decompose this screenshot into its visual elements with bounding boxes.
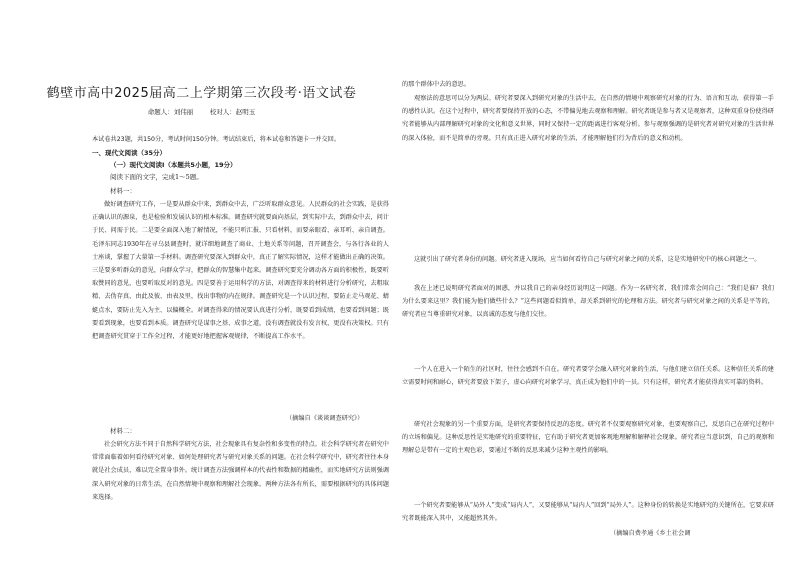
paragraph-2: 这就引出了研究者身份的问题。研究者进入现场，应当如何看待自己与研究对象之间的关系，这是实地研究中的核心问题之一。: [414, 256, 761, 263]
continued-line: 的那个群体中去的意思。: [402, 81, 471, 88]
page-title: 鹤壁市高中2025届高二上学期第三次段考·语文试卷: [46, 86, 357, 101]
paragraph-1: 观察法的意思可以分为两层。研究者要深入到研究对象的生活中去，在自然的情境中观察研究对象的行为、语言和互动，获得第一手的感性认识。在这个过程中，研究者要保持开放的心态，不带偏见地去观察和理解。研究者既是参与者又是观察者，这种双重身份使得研究者能够从内部理解研究对象的文化和意义世界，同时又保持一定的距离进行客观分析。参与观察强调的是研究者对研究对象的生活世界的深入体验，而不是简单的旁观。只有真正进入研究对象的生活，才能理解他们行为背后的意义和动机。: [402, 95, 774, 142]
material2-label: 材料二：: [110, 427, 136, 435]
paragraph-5: 研究社会现象的另一个重要方面，是研究者要保持反思的态度。研究者不仅要观察研究对象，也要观察自己，反思自己在研究过程中的立场和偏见。这种反思性是实地研究的重要特征，它有助于研究者更加客观地理解和解释社会现象。研究者应当意识到，自己的观察和理解总是带有一定的主观色彩，要通过不断的反思来减少这种主观性的影响。: [402, 421, 774, 455]
right-column: [402, 0, 777, 561]
exam-instructions: 本试卷共23题，共150分，考试时间150分钟。考试结束后，将本试卷和答题卡一并交回。: [92, 136, 341, 143]
material1-text: 做好调查研究工作，一是要从群众中来，到群众中去，广泛听取群众意见。人民群众的社会实践，是获得正确认识的源泉，也是检验和发展认识的根本标准。调查研究就要面向基层，到实际中去，到群众中去，问计于民、问需于民。二是要全面深入地了解情况，不能只听汇报、只看材料，而要亲眼看、亲耳听、亲自调查。毛泽东同志1930年在寻乌县调查时，就详细地调查了商业、土地关系等问题，召开调查会，与各行各业的人士座谈，掌握了大量第一手材料。调查研究要深入到群众中，真正了解实际情况，这样才能做出正确的决策。三是要多听群众的意见，向群众学习，把群众的智慧集中起来。调查研究要充分调动各方面的积极性，既要听取赞同的意见，也要听取反对的意见。四是要善于运用科学的方法，对调查得来的材料进行分析研究，去粗取精、去伪存真、由此及彼、由表及里，找出事物的内在规律。调查研究是一个认识过程，要防止走马观花、蜻蜓点水，要防止先入为主、以偏概全。对调查得来的情况要认真进行分析，既要看到成绩，也要看到问题；既要看到现象，也要看到本质。调查研究是谋事之基、成事之道，没有调查就没有发言权，更没有决策权。只有把调查研究贯穿于工作全过程，才能更好地把握客观规律，不断提高工作水平。: [92, 201, 389, 341]
left-column: [14, 0, 389, 561]
material1-label: 材料一：: [110, 187, 136, 195]
subsection-heading: （一）现代文阅读I（本题共5小题，19分）: [110, 161, 237, 169]
paragraph-3: 我在上述已说明研究者面对的困惑，并以我自己的亲身经历说明这一问题。作为一名研究者，我们常常会问自己：“我们是谁？我们为什么要来这里？我们能为他们做些什么？”这些问题看似简单，却关系到研究的伦理和方法。研究者与研究对象之间的关系是平等的，研究者应当尊重研究对象，以真诚的态度与他们交往。: [402, 285, 774, 319]
paragraph-6: 一个研究者要能够从“局外人”变成“局内人”，又要能够从“局内人”回到“局外人”。这种身份的转换是实地研究的关键所在，它要求研究者既能深入其中，又能超然其外。: [402, 502, 774, 523]
right-source: （摘编自费孝通《乡土社会调: [610, 530, 691, 537]
paragraph-4: 一个人在进入一个陌生的社区时，往往会感到不自在。研究者要学会融入研究对象的生活，与他们建立信任关系。这种信任关系的建立需要时间和耐心，研究者要放下架子，虚心向研究对象学习，真正成为他们中的一员。只有这样，研究者才能获得真实可靠的资料。: [402, 366, 774, 387]
material2-text: 社会研究方法不同于自然科学研究方法，社会现象具有复杂性和多变性的特点。社会科学研究者在研究中常常面临着如何看待研究对象、如何处理研究者与研究对象关系的问题。在社会科学研究中，研究者往往本身就是社会成员，难以完全置身事外。统计调查方法强调样本的代表性和数据的精确性，而实地研究方法则强调深入研究对象的日常生活，在自然情境中观察和理解社会现象。两种方法各有所长，需要根据研究的具体问题来选择。: [92, 441, 389, 501]
reading-prompt: 阅读下面的文字，完成1～5题。: [110, 173, 203, 181]
authors-line: 命题人：刘伟丽 校对人：赵明玉: [147, 108, 256, 116]
material1-source: （摘编自《谈谈调查研究》）: [286, 415, 364, 422]
section-heading: 一、现代文阅读（35分）: [92, 149, 167, 157]
